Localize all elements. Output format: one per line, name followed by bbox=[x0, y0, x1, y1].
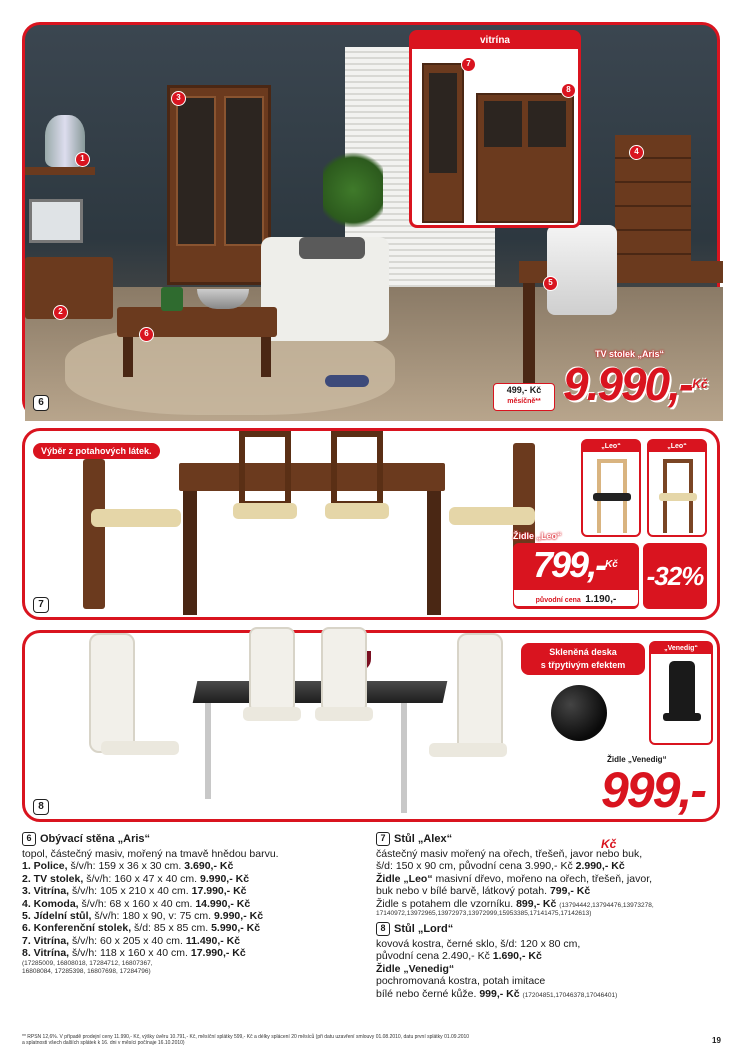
aris-item-dims: š/v/h: 68 x 160 x 40 cm. bbox=[78, 897, 196, 910]
lord-line bbox=[376, 950, 722, 962]
venedig-chair-white bbox=[89, 633, 135, 753]
monthly-box bbox=[493, 383, 555, 411]
lord-price: 1.690,- Kč bbox=[492, 950, 542, 963]
chair-seat bbox=[243, 707, 301, 721]
original-price-box bbox=[513, 589, 639, 607]
plant bbox=[323, 145, 383, 235]
aris-item bbox=[22, 935, 362, 947]
chair-seat bbox=[315, 707, 373, 721]
page-number: 19 bbox=[712, 1036, 721, 1045]
aris-item bbox=[22, 910, 362, 922]
aris-item-price: 17.990,- Kč bbox=[191, 885, 247, 898]
cushion bbox=[299, 237, 365, 259]
venedig-chair-white bbox=[321, 627, 367, 713]
aris-item bbox=[22, 860, 362, 872]
tv-stand bbox=[25, 257, 113, 319]
aris-item-price: 14.990,- Kč bbox=[195, 897, 251, 910]
table-leg bbox=[401, 703, 407, 813]
set-number-badge: 6 bbox=[22, 832, 36, 846]
leo-chair bbox=[331, 431, 383, 507]
lord-title: Stůl „Lord“ bbox=[394, 922, 454, 935]
venedig-codes: (17204851,17046378,17046401) bbox=[522, 991, 618, 999]
venedig-price: 999,- Kč bbox=[479, 987, 520, 1000]
venedig-text: bílé nebo černé kůže. bbox=[376, 987, 480, 1000]
dining-table-leg bbox=[523, 283, 535, 383]
fabric-choice-label: Výběr z potahových látek. bbox=[33, 443, 160, 459]
living-room-panel bbox=[22, 22, 720, 418]
set-number-badge: 7 bbox=[376, 832, 390, 846]
leo-line bbox=[376, 873, 722, 885]
aris-item-label: 6. Konferenční stolek, bbox=[22, 922, 132, 935]
set-number-badge: 7 bbox=[33, 597, 49, 613]
leo-inset-2 bbox=[647, 439, 707, 537]
aris-item-dims: š/v/h: 105 x 210 x 40 cm. bbox=[69, 885, 192, 898]
venedig-line bbox=[376, 963, 722, 975]
lord-text: původní cena 2.490,- Kč bbox=[376, 950, 493, 963]
aris-item-price: 9.990,- Kč bbox=[214, 910, 264, 923]
footnote bbox=[22, 1034, 682, 1046]
aris-item bbox=[22, 947, 362, 959]
glass-label-line-2: s třpytivým efektem bbox=[540, 660, 626, 670]
price-currency: Kč bbox=[601, 837, 617, 851]
aris-item-dims: š/v/h: 60 x 205 x 40 cm. bbox=[69, 934, 186, 947]
leo-chair-seat bbox=[449, 507, 535, 525]
aris-item-dims: š/v/h: 160 x 47 x 40 cm. bbox=[83, 872, 201, 885]
glass-top-label bbox=[521, 643, 645, 675]
lord-line: kovová kostra, černé sklo, š/d: 120 x 80 cm, bbox=[376, 938, 581, 951]
venedig-line bbox=[376, 988, 722, 1000]
original-price-value: 1.190,- bbox=[585, 594, 617, 605]
vitrine-inset bbox=[409, 30, 581, 228]
aris-item-price: 9.990,- Kč bbox=[200, 872, 250, 885]
monthly-value: 499,- Kč bbox=[506, 385, 542, 395]
leo-inset-1-label: „Leo“ bbox=[583, 441, 639, 452]
aris-description bbox=[22, 832, 362, 976]
alex-lord-description bbox=[376, 832, 722, 1000]
footnote-line-2: a splatnosti všech dalších splátek k 16. dni v měsíci počínaje 16.10.2010) bbox=[22, 1040, 185, 1046]
leo-seat-black bbox=[593, 493, 631, 501]
leo-line bbox=[376, 898, 722, 910]
aris-title: Obývací stěna „Aris“ bbox=[40, 832, 151, 845]
set-number-badge: 8 bbox=[33, 799, 49, 815]
price-value: 799,- bbox=[533, 544, 606, 585]
alex-price: 2.990,- Kč bbox=[575, 860, 625, 873]
leo-inset-1 bbox=[581, 439, 641, 537]
marker-3: 3 bbox=[171, 91, 186, 106]
marker-2: 2 bbox=[53, 305, 68, 320]
price-tv-stand bbox=[563, 359, 708, 409]
venedig-title: Židle „Venedig“ bbox=[376, 962, 455, 975]
vitrine-large bbox=[167, 85, 271, 285]
table-leg bbox=[205, 703, 211, 799]
vitrine-inset-label: vitrína bbox=[412, 33, 578, 49]
aris-item-dims: š/v/h: 159 x 36 x 30 cm. bbox=[67, 860, 185, 873]
bottles bbox=[161, 287, 183, 311]
slippers bbox=[325, 375, 369, 387]
leo-text: masivní dřevo, mořeno na ořech, třešeň, javor, bbox=[432, 872, 653, 885]
chair-seat bbox=[429, 743, 507, 757]
price-leo bbox=[533, 545, 618, 585]
glitter-sample bbox=[551, 685, 607, 741]
price-box bbox=[513, 543, 639, 609]
glass-label-line-1: Skleněná deska bbox=[549, 647, 617, 657]
aris-item-label: 7. Vitrína, bbox=[22, 934, 70, 947]
aris-item bbox=[22, 873, 362, 885]
aris-item-dims: š/v/h: 118 x 160 x 40 cm. bbox=[69, 947, 191, 960]
lord-heading bbox=[376, 922, 722, 936]
venedig-chair-black bbox=[669, 661, 695, 721]
leo-codes-2: 17140972,13972965,13972973,13972999,15953385,17141475,17142613) bbox=[376, 910, 592, 918]
marker-7: 7 bbox=[461, 57, 476, 72]
venedig-inset-label: „Venedig“ bbox=[651, 643, 711, 654]
aris-item-label: 3. Vitrína, bbox=[22, 885, 70, 898]
aris-codes-2: 16808084, 17285398, 16807698, 17284796) bbox=[22, 967, 151, 975]
set-number-badge: 6 bbox=[33, 395, 49, 411]
leo-codes-1: (13794442,13794476,13973278, bbox=[559, 901, 654, 909]
leo-seat-beige bbox=[659, 493, 697, 501]
leo-title: Židle „Leo“ bbox=[376, 872, 433, 885]
chair-seat bbox=[101, 741, 179, 755]
leo-text: buk nebo v bílé barvě, látkový potah. bbox=[376, 885, 550, 898]
alex-table-top bbox=[179, 463, 445, 491]
alex-title: Stůl „Alex“ bbox=[394, 832, 453, 845]
alex-heading bbox=[376, 832, 722, 846]
price-caption: TV stolek „Aris“ bbox=[595, 349, 665, 359]
monthly-label: měsíčně** bbox=[507, 398, 541, 405]
leo-chair bbox=[83, 459, 105, 609]
price-currency: Kč bbox=[692, 377, 708, 391]
vitrine-small bbox=[422, 63, 464, 223]
aris-codes-1: (17285009, 16808018, 17284712, 16807367, bbox=[22, 959, 153, 967]
venedig-line: pochromovaná kostra, potah imitace bbox=[376, 975, 546, 988]
marker-5: 5 bbox=[543, 276, 558, 291]
coffee-table-leg bbox=[261, 337, 271, 377]
aris-subtitle: topol, částečný masiv, mořený na tmavě hnědou barvu. bbox=[22, 848, 279, 860]
leo-inset-2-label: „Leo“ bbox=[649, 441, 705, 452]
vitrine-wide bbox=[476, 93, 574, 223]
aris-heading bbox=[22, 832, 362, 846]
marker-1: 1 bbox=[75, 152, 90, 167]
venedig-chair-white bbox=[457, 633, 503, 753]
leo-text: Židle s potahem dle vzorníku. bbox=[376, 897, 517, 910]
aris-item-dims: š/d: 85 x 85 cm. bbox=[131, 922, 212, 935]
aris-item-price: 3.690,- Kč bbox=[184, 860, 234, 873]
venedig-chair-black-seat bbox=[663, 713, 701, 721]
glass-table-top bbox=[193, 681, 448, 703]
leo-chair-seat bbox=[325, 503, 389, 519]
alex-table-leg bbox=[427, 491, 441, 615]
original-price-label: původní cena bbox=[535, 597, 581, 604]
marker-8: 8 bbox=[561, 83, 576, 98]
chest-of-drawers bbox=[615, 135, 691, 267]
aris-item-price: 17.990,- Kč bbox=[190, 947, 246, 960]
price-value: 9.990,- bbox=[563, 358, 693, 410]
aris-item-label: 1. Police, bbox=[22, 860, 68, 873]
office-chair bbox=[547, 225, 617, 315]
aris-item-label: 4. Komoda, bbox=[22, 897, 79, 910]
aris-item-price: 5.990,- Kč bbox=[211, 922, 261, 935]
alex-text: š/d: 150 x 90 cm, původní cena 3.990,- Kč bbox=[376, 860, 576, 873]
price-caption: Židle „Leo“ bbox=[513, 531, 562, 541]
marker-6: 6 bbox=[139, 327, 154, 342]
alex-line bbox=[376, 860, 722, 872]
alex-line: částečný masiv mořený na ořech, třešeň, javor nebo buk, bbox=[376, 848, 643, 860]
leo-chair-seat bbox=[91, 509, 181, 527]
aris-item-label: 2. TV stolek, bbox=[22, 872, 84, 885]
price-currency: Kč bbox=[605, 559, 618, 570]
price-caption: Židle „Venedig“ bbox=[607, 755, 667, 764]
tv-screen bbox=[29, 199, 83, 243]
aris-item-dims: š/v/h: 180 x 90, v: 75 cm. bbox=[91, 910, 214, 923]
price-value: 999,- bbox=[601, 762, 705, 818]
aris-item-label: 5. Jídelní stůl, bbox=[22, 910, 92, 923]
alex-table-leg bbox=[183, 491, 197, 615]
discount-badge: -32% bbox=[643, 543, 707, 609]
aris-item bbox=[22, 922, 362, 934]
leo-chair bbox=[239, 431, 291, 507]
alex-table-panel bbox=[22, 428, 720, 620]
leo-chair-seat bbox=[233, 503, 297, 519]
leo-price: 899,- Kč bbox=[516, 897, 557, 910]
venedig-inset bbox=[649, 641, 713, 745]
aris-item-price: 11.490,- Kč bbox=[185, 934, 241, 947]
footnote-line-1: ** RPSN 12,6%. V případě prodejní ceny 11.990,- Kč, výšky úvěru 10.791,- Kč, měsíční splátky 599,- Kč a délky splácení 20 měsíců (při datu uzavření smlouvy 01.08.2010, datu první splátky 01.09.2010 bbox=[22, 1034, 470, 1040]
coffee-table-leg bbox=[123, 337, 133, 377]
leo-line bbox=[376, 885, 722, 897]
marker-4: 4 bbox=[629, 145, 644, 160]
leo-price: 799,- Kč bbox=[549, 885, 591, 898]
aris-item-label: 8. Vitrína, bbox=[22, 947, 70, 960]
aris-item bbox=[22, 885, 362, 897]
set-number-badge: 8 bbox=[376, 922, 390, 936]
aris-item bbox=[22, 898, 362, 910]
aris-item-list bbox=[22, 860, 362, 959]
venedig-chair-white bbox=[249, 627, 295, 713]
wall-shelf bbox=[25, 167, 95, 175]
